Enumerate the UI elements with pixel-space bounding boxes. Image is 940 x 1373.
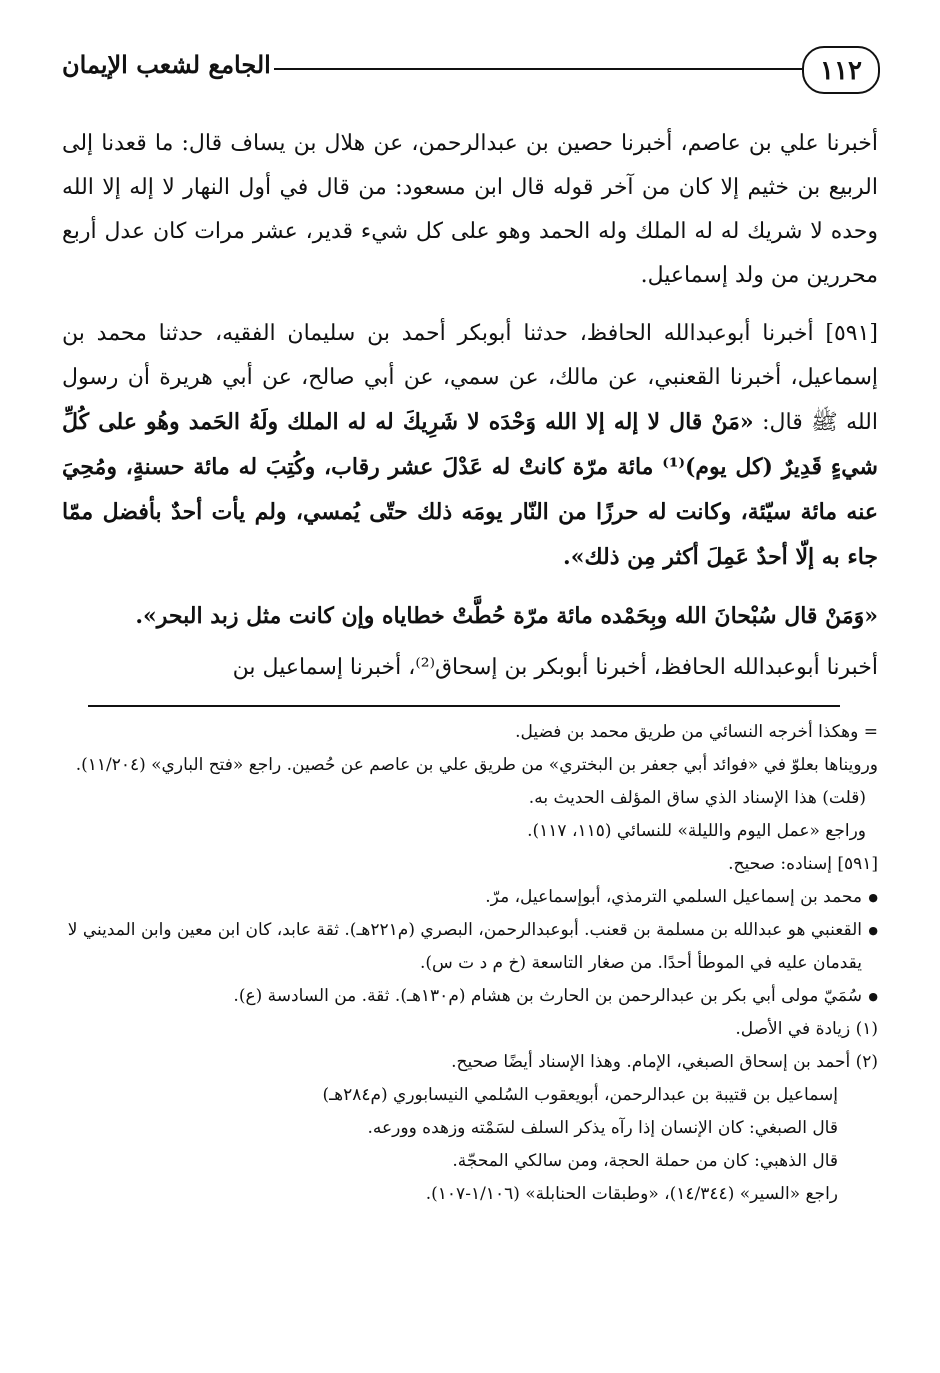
- hadith-591-isnad: [٥٩١] أخبرنا أبوعبدالله الحافظ، حدثنا أبوبكر أحمد بن سليمان الفقيه، حدثنا محمد بن إسماعيل، أخبرنا القعنبي، عن مالك، عن سمي، عن أبي صالح، عن أبي هريرة أن رسول الله ﷺ قال:: [62, 321, 878, 435]
- main-text: [62, 122, 878, 704]
- footnotes: [62, 716, 878, 1211]
- header-rule: [274, 68, 802, 70]
- footnote-isnad-heading: [٥٩١] إسناده: صحيح.: [728, 854, 878, 874]
- narrator-note: ● القعنبي هو عبدالله بن مسلمة بن قعنب. أبوعبدالرحمن، البصري (م٢٢١هـ). ثقة عابد، كان ابن معين وابن المديني لا يقدمان عليه في الموطأ أحدًا. من صغار التاسعة (خ م د ت س).: [62, 914, 878, 980]
- footnote-line: = وهكذا أخرجه النسائي من طريق محمد بن فضيل.: [515, 722, 878, 742]
- paragraph-2: [62, 312, 878, 580]
- footnote-2-line: قال الصبغي: كان الإنسان إذا رآه يذكر السلف لسَمْته وزهده وورعه.: [367, 1118, 838, 1138]
- narrator-note: ● محمد بن إسماعيل السلمي الترمذي، أبوإسماعيل، مرّ.: [62, 881, 878, 914]
- page-number: ١١٢: [802, 46, 880, 94]
- footnote-separator: [88, 705, 840, 707]
- page-header: [62, 44, 880, 100]
- footnote-2-line: راجع «السير» (١٤/٣٤٤)، «وطبقات الحنابلة» (١/١٠٦-١٠٧).: [425, 1184, 838, 1204]
- footnote-line: ورويناها بعلوّ في «فوائد أبي جعفر بن البختري» من طريق علي بن عاصم عن حُصين. راجع «فتح الباري» (١١/٢٠٤).: [75, 755, 878, 775]
- paragraph-3: «وَمَنْ قال سُبْحانَ الله وبِحَمْده مائة مرّة حُطَّتْ خطاياه وإن كانت مثل زبد البحر».: [135, 603, 878, 629]
- footnote-line: وراجع «عمل اليوم والليلة» للنسائي (١١٥، ١١٧).: [527, 821, 866, 841]
- hadith-591-text: «مَنْ قال لا إله إلا الله وَحْدَه لا شَرِيكَ له له الملك ولَهُ الحَمد وهُو على كُلِّ شيءٍ قَدِيرٌ (كل يوم)⁽¹⁾ مائة مرّة كانتْ له عَدْلَ عشر رقاب، وكُتِبَ له مائة حسنةٍ، ومُحِيَ عنه مائة سيّئة، وكانت له حرزًا من النّار يومَه ذلك حتّى يُمسي، ولم يأت أحدٌ بأفضل ممّا جاء به إلّا أحدٌ عَمِلَ أكثر مِن ذلك».: [62, 409, 878, 570]
- running-title: الجامع لشعب الإيمان: [62, 50, 271, 79]
- footnote-2-line: إسماعيل بن قتيبة بن عبدالرحمن، أبويعقوب السُلمي النيسابوري (م٢٨٤هـ): [322, 1085, 838, 1105]
- footnote-2: (٢) أحمد بن إسحاق الصبغي، الإمام. وهذا الإسناد أيضًا صحيح.: [451, 1052, 878, 1072]
- footnote-1: (١) زيادة في الأصل.: [735, 1019, 878, 1039]
- footnote-2-line: قال الذهبي: كان من حملة الحجة، ومن سالكي المحجّة.: [452, 1151, 838, 1171]
- paragraph-4: أخبرنا أبوعبدالله الحافظ، أخبرنا أبوبكر بن إسحاق⁽²⁾، أخبرنا إسماعيل بن: [232, 655, 878, 680]
- footnote-line: (قلت) هذا الإسناد الذي ساق المؤلف الحديث به.: [528, 788, 866, 808]
- paragraph-1: أخبرنا علي بن عاصم، أخبرنا حصين بن عبدالرحمن، عن هلال بن يساف قال: ما قعدنا إلى الربيع بن خثيم إلا كان من آخر قوله قال ابن مسعود: من قال في أول النهار لا إله إلا الله وحده لا شريك له له الملك وله الحمد وهو على كل شيء قدير، عشر مرات كان عدل أربع محررين من ولد إسماعيل.: [62, 131, 878, 288]
- narrator-note: ● سُمَيّ مولى أبي بكر بن عبدالرحمن بن الحارث بن هشام (م١٣٠هـ). ثقة. من السادسة (ع).: [62, 980, 878, 1013]
